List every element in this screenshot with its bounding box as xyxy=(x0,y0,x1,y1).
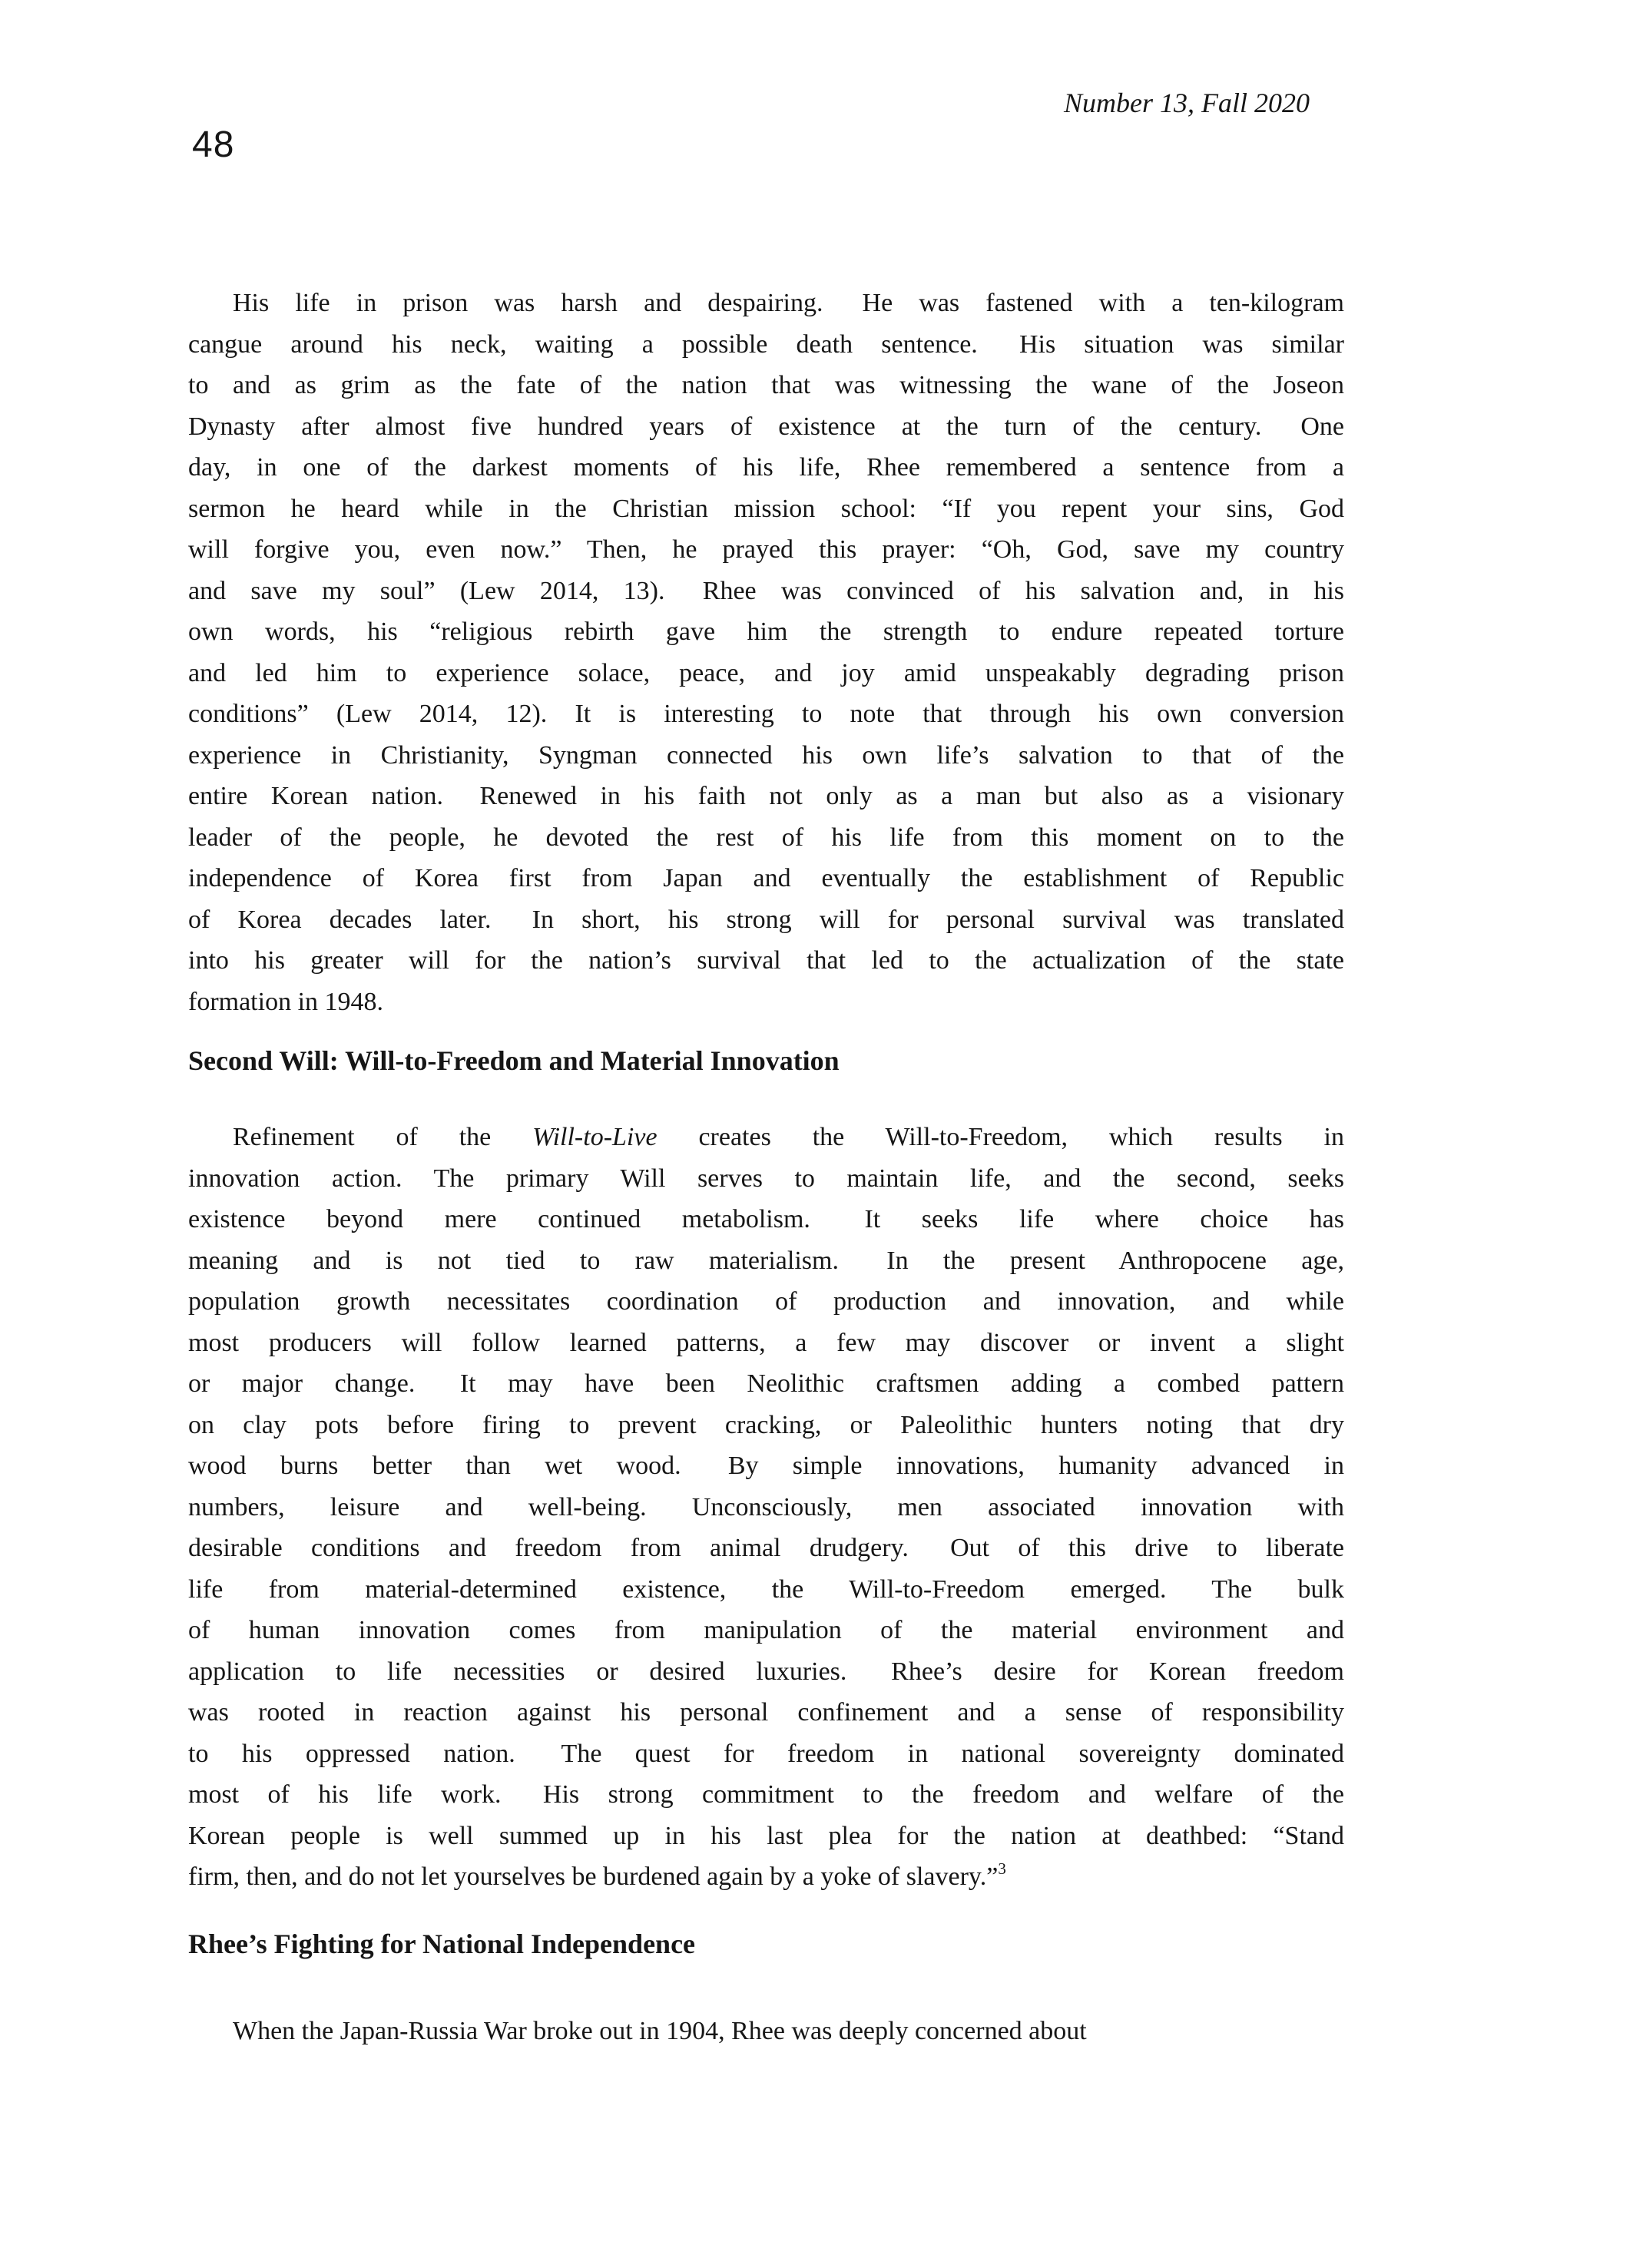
text-line: Dynasty after almost five hundred years of existence at the turn of the century. One xyxy=(188,412,1344,441)
heading-rhee-fighting: Rhee’s Fighting for National Independence xyxy=(188,1928,696,1959)
text-line: own words, his “religious rebirth gave him the strength to endure repeated torture xyxy=(188,617,1344,646)
text-line: into his greater will for the nation’s survival that led to the actualization of the state xyxy=(188,946,1344,975)
heading-second-will: Second Will: Will-to-Freedom and Material Innovation xyxy=(188,1045,840,1076)
text-line: wood burns better than wet wood. By simple innovations, humanity advanced in xyxy=(188,1452,1344,1480)
text-line: and save my soul” (Lew 2014, 13). Rhee was convinced of his salvation and, in his xyxy=(188,576,1344,605)
text-line: day, in one of the darkest moments of his life, Rhee remembered a sentence from a xyxy=(188,453,1344,482)
text-line: experience in Christianity, Syngman connected his own life’s salvation to that of the xyxy=(188,740,1344,770)
text-line: or major change. It may have been Neolithic craftsmen adding a combed pattern xyxy=(188,1369,1344,1398)
text-line: most of his life work. His strong commitment to the freedom and welfare of the xyxy=(188,1780,1344,1809)
text-line: existence beyond mere continued metabolism. It seeks life where choice has xyxy=(188,1205,1344,1233)
text-line: independence of Korea first from Japan and eventually the establishment of Republic xyxy=(188,864,1344,892)
text-line: His life in prison was harsh and despairing. He was fastened with a ten-kilogram xyxy=(233,289,1344,317)
italic-term-will-to-live: Will-to-Live xyxy=(532,1123,658,1151)
text-run: firm, then, and do not let yourselves be burdened again by a yoke of slavery.” xyxy=(188,1862,999,1891)
text-line xyxy=(188,1117,1344,1158)
text-line: leader of the people, he devoted the rest of his life from this moment on to the xyxy=(188,823,1344,852)
text-line: on clay pots before firing to prevent cracking, or Paleolithic hunters noting that dry xyxy=(188,1410,1344,1439)
text-run: creates the Will-to-Freedom, which results in xyxy=(657,1123,1344,1151)
text-line: and led him to experience solace, peace, and joy amid unspeakably degrading prison xyxy=(188,658,1344,687)
text-line: to and as grim as the fate of the nation that was witnessing the wane of the Joseon xyxy=(188,371,1344,399)
running-header: Number 13, Fall 2020 xyxy=(1064,88,1310,118)
text-line: conditions” (Lew 2014, 12). It is interesting to note that through his own conversion xyxy=(188,700,1344,728)
text-line: of human innovation comes from manipulation of the material environment and xyxy=(188,1616,1344,1644)
text-line: innovation action. The primary Will serves to maintain life, and the second, seeks xyxy=(188,1164,1344,1193)
text-line: was rooted in reaction against his personal confinement and a sense of responsibility xyxy=(188,1698,1344,1727)
text-line: most producers will follow learned patterns, a few may discover or invent a slight xyxy=(188,1328,1344,1357)
text-line: formation in 1948. xyxy=(188,987,384,1016)
page-number: 48 xyxy=(192,124,235,165)
text-line: of Korea decades later. In short, his strong will for personal survival was translated xyxy=(188,905,1344,934)
text-line: Korean people is well summed up in his last plea for the nation at deathbed: “Stand xyxy=(188,1821,1344,1850)
text-line: sermon he heard while in the Christian mission school: “If you repent your sins, God xyxy=(188,494,1344,523)
text-line: life from material-determined existence, the Will-to-Freedom emerged. The bulk xyxy=(188,1574,1344,1604)
text-line: When the Japan-Russia War broke out in 1904, Rhee was deeply concerned about xyxy=(233,2016,1087,2045)
text-line: population growth necessitates coordination of production and innovation, and while xyxy=(188,1287,1344,1316)
text-line: numbers, leisure and well-being. Unconsciously, men associated innovation with xyxy=(188,1492,1344,1521)
text-line: will forgive you, even now.” Then, he prayed this prayer: “Oh, God, save my country xyxy=(188,535,1344,564)
paragraph-japan-russia xyxy=(188,2011,1344,2052)
article-body xyxy=(188,283,1344,2051)
text-line: application to life necessities or desired luxuries. Rhee’s desire for Korean freedom xyxy=(188,1657,1344,1686)
text-line: to his oppressed nation. The quest for freedom in national sovereignty dominated xyxy=(188,1739,1344,1768)
text-line: desirable conditions and freedom from animal drudgery. Out of this drive to liberate xyxy=(188,1534,1344,1562)
text-line xyxy=(188,1856,1344,1898)
text-line: entire Korean nation. Renewed in his faith not only as a man but also as a visionary xyxy=(188,782,1344,810)
paragraph-will-to-freedom xyxy=(188,1117,1344,1898)
footnote-ref-3: 3 xyxy=(998,1859,1006,1878)
text-line: cangue around his neck, waiting a possible death sentence. His situation was similar xyxy=(188,329,1344,359)
paragraph-prison-life xyxy=(188,283,1344,1022)
text-run: Refinement of the xyxy=(233,1123,533,1151)
text-line: meaning and is not tied to raw materialism. In the present Anthropocene age, xyxy=(188,1246,1344,1275)
